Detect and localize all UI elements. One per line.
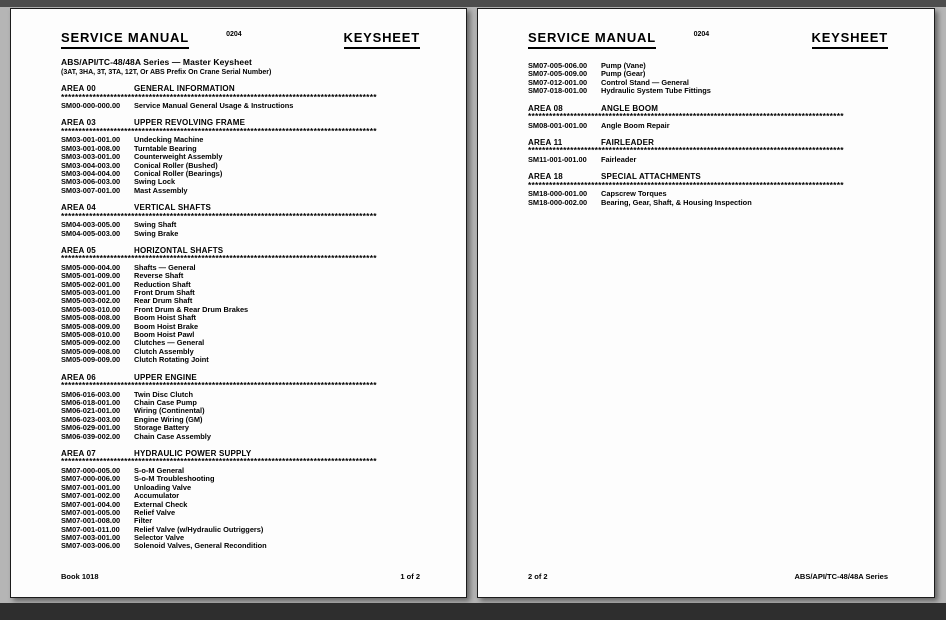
- item-desc: Control Stand — General: [601, 77, 689, 87]
- item-code: SM07-005-006.00: [528, 61, 588, 70]
- area-title: GENERAL INFORMATION: [134, 84, 235, 93]
- item-desc: S-o-M Troubleshooting: [134, 474, 215, 484]
- area-row: [61, 449, 420, 458]
- item-desc: Counterweight Assembly: [134, 152, 223, 162]
- item-code: SM06-039-002.00: [61, 431, 121, 441]
- item-code: SM18-000-001.00: [528, 189, 588, 199]
- item-code: SM11-001-001.00: [528, 154, 587, 164]
- separator-line: ******************************************************************************************: [61, 93, 377, 101]
- keysheet-section: [61, 203, 420, 238]
- item-code: SM07-001-005.00: [61, 507, 121, 517]
- item-desc: Twin Disc Clutch: [134, 389, 193, 399]
- item-code: SM05-009-008.00: [61, 346, 121, 356]
- keysheet-section: [61, 118, 420, 195]
- area-row: [528, 138, 888, 147]
- area-row: [528, 172, 888, 181]
- section-items: [528, 190, 888, 207]
- separator-line: ******************************************************************************************: [528, 113, 844, 121]
- area-row: [61, 373, 420, 382]
- footer-book-number: Book 1018: [61, 572, 99, 581]
- item-desc: Front Drum Shaft: [134, 288, 195, 298]
- header-keysheet: KEYSHEET: [812, 31, 888, 49]
- item-desc: Service Manual General Usage & Instructions: [134, 101, 294, 110]
- item-desc: Mast Assembly: [134, 185, 188, 195]
- section-items: [61, 221, 420, 238]
- area-label: AREA 11: [528, 137, 563, 147]
- area-label: AREA 03: [61, 118, 96, 128]
- area-label: AREA 06: [61, 372, 96, 382]
- keysheet-item: [61, 187, 420, 195]
- keysheet-section: [61, 246, 420, 365]
- item-code: SM05-008-008.00: [61, 313, 121, 323]
- separator-line: ******************************************************************************************: [61, 382, 377, 390]
- separator-line: ******************************************************************************************: [61, 127, 377, 135]
- section-items: [61, 391, 420, 441]
- page-1-content: [11, 9, 466, 597]
- keysheet-item: [61, 356, 420, 364]
- area-title: HYDRAULIC POWER SUPPLY: [134, 448, 252, 458]
- item-code: SM05-000-004.00: [61, 262, 121, 272]
- item-code: SM05-002-001.00: [61, 279, 121, 289]
- separator-line: ******************************************************************************************: [61, 212, 377, 220]
- item-desc: Front Drum & Rear Drum Brakes: [134, 304, 249, 314]
- item-desc: Reduction Shaft: [134, 279, 191, 289]
- area-row: [61, 246, 420, 255]
- item-code: SM03-001-001.00: [61, 135, 121, 145]
- item-desc: Swing Shaft: [134, 220, 177, 230]
- item-desc: Clutch Rotating Joint: [134, 355, 209, 365]
- keysheet-item: [61, 433, 420, 441]
- keysheet-section: [61, 84, 420, 110]
- item-desc: Unloading Valve: [134, 482, 192, 492]
- item-code: SM07-003-006.00: [61, 541, 121, 551]
- item-code: SM05-003-002.00: [61, 296, 121, 306]
- keysheet-item: [61, 542, 420, 550]
- keysheet-item: [61, 230, 420, 238]
- area-label: AREA 07: [61, 448, 96, 458]
- item-desc: Storage Battery: [134, 423, 190, 433]
- keysheet-section: [528, 104, 888, 130]
- item-desc: Fairleader: [601, 154, 637, 164]
- area-label: AREA 08: [528, 103, 563, 113]
- item-code: SM07-005-009.00: [528, 69, 588, 79]
- item-desc: Relief Valve: [134, 507, 176, 517]
- area-row: [61, 203, 420, 212]
- document-page-2: [477, 8, 935, 598]
- separator-line: ******************************************************************************************: [61, 458, 377, 466]
- item-desc: Rear Drum Shaft: [134, 296, 193, 306]
- item-desc: Boom Hoist Pawl: [134, 330, 195, 340]
- keysheet-item: [528, 122, 888, 130]
- item-code: SM07-001-011.00: [61, 524, 120, 534]
- item-code: SM05-003-001.00: [61, 288, 121, 298]
- item-code: SM03-004-004.00: [61, 168, 121, 178]
- item-desc: Swing Brake: [134, 228, 179, 238]
- item-desc: Swing Lock: [134, 177, 176, 187]
- separator-line: ******************************************************************************************: [61, 255, 377, 263]
- area-row: [528, 104, 888, 113]
- item-code: SM07-001-001.00: [61, 482, 121, 492]
- page-2-content: [478, 9, 934, 597]
- area-title: SPECIAL ATTACHMENTS: [601, 172, 701, 182]
- area-row: [61, 84, 420, 93]
- item-desc: External Check: [134, 499, 188, 509]
- area-title: ANGLE BOOM: [601, 103, 659, 113]
- item-code: SM05-001-009.00: [61, 271, 121, 281]
- header-code: 0204: [226, 31, 242, 38]
- item-code: SM07-012-001.00: [528, 77, 588, 87]
- screen-top-bar: [0, 0, 946, 7]
- document-subtitle: (3AT, 3HA, 3T, 3TA, 12T, Or ABS Prefix On Crane Serial Number): [61, 69, 272, 76]
- item-code: SM07-000-006.00: [61, 474, 121, 484]
- document-page-1: [10, 8, 467, 598]
- keysheet-item: [528, 87, 888, 95]
- keysheet-section: [528, 172, 888, 207]
- item-desc: Clutches — General: [134, 338, 205, 348]
- area-title: FAIRLEADER: [601, 137, 655, 147]
- area-label: AREA 00: [61, 84, 96, 93]
- screen-bottom-bar: [0, 603, 946, 620]
- item-code: SM06-021-001.00: [61, 406, 121, 416]
- item-code: SM04-005-003.00: [61, 228, 121, 238]
- section-items: [61, 136, 420, 195]
- item-desc: Engine Wiring (GM): [134, 414, 203, 424]
- item-code: SM05-008-009.00: [61, 321, 121, 331]
- page-footer: [528, 572, 888, 581]
- item-code: SM07-001-004.00: [61, 499, 121, 509]
- item-desc: Conical Roller (Bearings): [134, 168, 223, 178]
- footer-page-number: 1 of 2: [400, 572, 420, 581]
- item-code: SM07-001-002.00: [61, 491, 121, 501]
- keysheet-item: [61, 102, 420, 110]
- item-code: SM03-003-001.00: [61, 152, 121, 162]
- item-desc: Filter: [134, 516, 153, 526]
- item-code: SM08-001-001.00: [528, 120, 588, 130]
- area-label: AREA 18: [528, 172, 563, 182]
- document-title: ABS/API/TC-48/48A Series — Master Keysheet: [61, 57, 252, 67]
- page-footer: [61, 572, 420, 581]
- item-desc: Angle Boom Repair: [601, 120, 670, 130]
- section-items: [61, 102, 420, 110]
- keysheet-item: [528, 199, 888, 207]
- item-desc: Relief Valve (w/Hydraulic Outriggers): [134, 524, 264, 534]
- item-desc: Pump (Vane): [601, 61, 646, 70]
- header-service-manual: SERVICE MANUAL: [61, 31, 189, 49]
- item-code: SM06-029-001.00: [61, 423, 121, 433]
- separator-line: ******************************************************************************************: [528, 147, 844, 155]
- item-code: SM06-018-001.00: [61, 397, 121, 407]
- item-code: SM07-018-001.00: [528, 86, 588, 96]
- item-code: SM07-000-005.00: [61, 465, 121, 475]
- item-code: SM05-003-010.00: [61, 304, 121, 314]
- item-desc: Reverse Shaft: [134, 271, 184, 281]
- item-code: SM05-009-002.00: [61, 338, 121, 348]
- item-desc: Boom Hoist Shaft: [134, 313, 196, 323]
- item-desc: Wiring (Continental): [134, 406, 205, 416]
- item-code: SM05-009-009.00: [61, 355, 121, 365]
- item-desc: Solenoid Valves, General Recondition: [134, 541, 267, 551]
- sections: [61, 84, 420, 551]
- item-desc: Hydraulic System Tube Fittings: [601, 86, 711, 96]
- page-header: [61, 29, 420, 49]
- item-desc: Undecking Machine: [134, 135, 204, 145]
- area-title: UPPER ENGINE: [134, 372, 197, 382]
- footer-series-label: ABS/API/TC-48/48A Series: [794, 572, 888, 581]
- item-desc: S-o-M General: [134, 465, 185, 475]
- section-items: [61, 264, 420, 365]
- item-code: SM03-006-003.00: [61, 177, 121, 187]
- keysheet-section: [61, 373, 420, 441]
- header-code: 0204: [693, 31, 710, 38]
- item-desc: Conical Roller (Bushed): [134, 160, 218, 170]
- item-desc: Accumulator: [134, 491, 180, 501]
- area-title: VERTICAL SHAFTS: [134, 203, 212, 213]
- area-label: AREA 05: [61, 245, 96, 255]
- keysheet-section: [528, 138, 888, 164]
- area-title: HORIZONTAL SHAFTS: [134, 245, 224, 255]
- item-desc: Boom Hoist Brake: [134, 321, 199, 331]
- keysheet-section: [61, 449, 420, 551]
- keysheet-item: [528, 156, 888, 164]
- item-desc: Clutch Assembly: [134, 346, 194, 356]
- lead-items: [528, 62, 888, 96]
- separator-line: ******************************************************************************************: [528, 181, 844, 189]
- item-code: SM05-008-010.00: [61, 330, 121, 340]
- area-title: UPPER REVOLVING FRAME: [134, 118, 246, 128]
- section-items: [528, 156, 888, 164]
- item-desc: Chain Case Pump: [134, 397, 197, 407]
- item-desc: Chain Case Assembly: [134, 431, 211, 441]
- item-code: SM07-003-001.00: [61, 533, 121, 543]
- item-code: SM06-023-003.00: [61, 414, 121, 424]
- item-code: SM04-003-005.00: [61, 220, 121, 230]
- item-desc: Shafts — General: [134, 262, 196, 272]
- item-code: SM00-000-000.00: [61, 101, 121, 110]
- item-code: SM03-004-003.00: [61, 160, 121, 170]
- footer-page-number: 2 of 2: [528, 572, 548, 581]
- section-items: [61, 467, 420, 551]
- item-code: SM18-000-002.00: [528, 197, 588, 207]
- item-desc: Turntable Bearing: [134, 143, 197, 153]
- item-code: SM06-016-003.00: [61, 389, 121, 399]
- item-code: SM03-007-001.00: [61, 185, 121, 195]
- item-desc: Bearing, Gear, Shaft, & Housing Inspection: [601, 197, 752, 207]
- header-service-manual: SERVICE MANUAL: [528, 31, 656, 49]
- page-header: [528, 29, 888, 49]
- section-items: [528, 122, 888, 130]
- sections: [528, 104, 888, 208]
- item-code: SM03-001-008.00: [61, 143, 121, 153]
- item-desc: Pump (Gear): [601, 69, 646, 79]
- area-label: AREA 04: [61, 203, 96, 213]
- item-desc: Capscrew Torques: [601, 189, 667, 199]
- area-row: [61, 118, 420, 127]
- item-code: SM07-001-008.00: [61, 516, 121, 526]
- header-keysheet: KEYSHEET: [344, 31, 420, 49]
- item-desc: Selector Valve: [134, 533, 185, 543]
